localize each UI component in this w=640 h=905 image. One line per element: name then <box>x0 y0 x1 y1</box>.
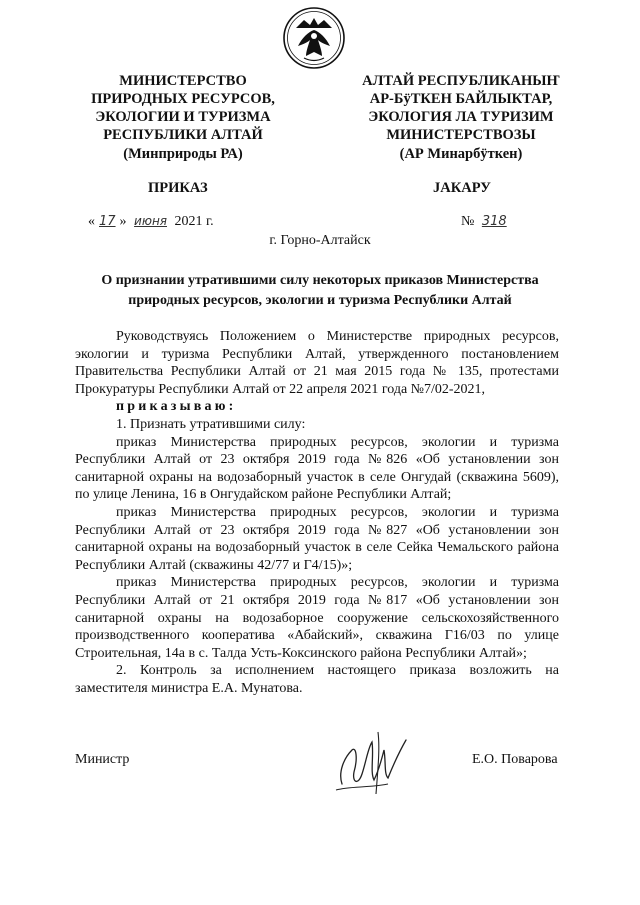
signatory-position: Министр <box>75 752 130 767</box>
coat-of-arms-emblem <box>282 6 346 70</box>
title-line: О признании утратившими силу некоторых приказов Министерства <box>101 273 539 288</box>
signatory-name: Е.О. Поварова <box>472 752 558 767</box>
order-number <box>461 214 511 230</box>
date-month: июня <box>134 214 168 228</box>
header-left-line: ПРИРОДНЫХ РЕСУРСОВ, <box>91 91 275 107</box>
date-day: 17 <box>99 214 116 229</box>
header-left-line: МИНИСТЕРСТВО <box>119 73 247 89</box>
item-1: 1. Признать утратившими силу: <box>116 416 306 432</box>
header-right-line: (АР Минарбÿткен) <box>399 146 523 162</box>
item-2: 2. Контроль за исполнением настоящего приказа возложить на заместителя министра Е.А. Мунатова. <box>75 663 559 696</box>
ministry-name-altai <box>340 72 582 163</box>
sub-item-3: приказ Министерства природных ресурсов, экологии и туризма Республики Алтай от 21 октября 2019 года №817 «Об установлении зон санитарной охраны на водозаборное сооружение сельскохозяйственного производственного кооператива «Абайский», скважина Г16/03 по улице Строительная, 14а в с. Талда Усть-Коксинского района Республики Алтай»; <box>75 575 559 661</box>
title-line: природных ресурсов, экологии и туризма Республики Алтай <box>128 293 512 308</box>
order-date <box>88 214 214 230</box>
number-sign: № <box>461 214 475 229</box>
city: г. Горно-Алтайск <box>269 233 371 248</box>
number-value: 318 <box>481 214 507 229</box>
document-body <box>75 328 559 697</box>
handwritten-signature <box>328 728 420 798</box>
header-right-line: МИНИСТЕРСТВОЗЫ <box>386 127 536 143</box>
ministry-name-russian <box>70 72 296 163</box>
date-open-quote: « <box>88 214 95 229</box>
orders-word: приказываю: <box>116 399 237 415</box>
header-right-line: АР-БÿТКЕН БАЙЛЫКТАР, <box>369 91 553 107</box>
sub-item-2: приказ Министерства природных ресурсов, экологии и туризма Республики Алтай от 23 октября 2019 года №827 «Об установлении зон санитарной охраны на водозаборный участок в селе Сейка Чемальского района Республики Алтай (скважины 42/77 и Г4/15)»; <box>75 504 559 573</box>
order-label-altai: JАКАРУ <box>433 180 491 196</box>
date-year: 2021 г. <box>174 214 214 229</box>
preamble-paragraph: Руководствуясь Положением о Министерстве природных ресурсов, экологии и туризма Республики Алтай, утвержденного постановлением Правительства Республики Алтай от 21 мая 2015 года № 135, протестами Прокуратуры Республики Алтай от 22 апреля 2021 года №7/02-2021, <box>75 329 559 397</box>
header-right-line: ЭКОЛОГИЯ ЛА ТУРИЗИМ <box>368 109 554 125</box>
header-right-line: АЛТАЙ РЕСПУБЛИКАНЫҤ <box>362 73 560 89</box>
order-label-russian: ПРИКАЗ <box>148 180 208 196</box>
document-title <box>70 271 570 311</box>
header-left-line: РЕСПУБЛИКИ АЛТАЙ <box>103 127 263 143</box>
header-left-line: (Минприроды РА) <box>123 146 243 162</box>
header-left-line: ЭКОЛОГИИ И ТУРИЗМА <box>95 109 271 125</box>
sub-item-1: приказ Министерства природных ресурсов, экологии и туризма Республики Алтай от 23 октября 2019 года №826 «Об установлении зон санитарной охраны на водозаборный участок в селе Онгудай (скважина 5609), по улице Ленина, 16 в Онгудайском районе Республики Алтай; <box>75 434 559 503</box>
date-close-quote: » <box>119 214 127 229</box>
